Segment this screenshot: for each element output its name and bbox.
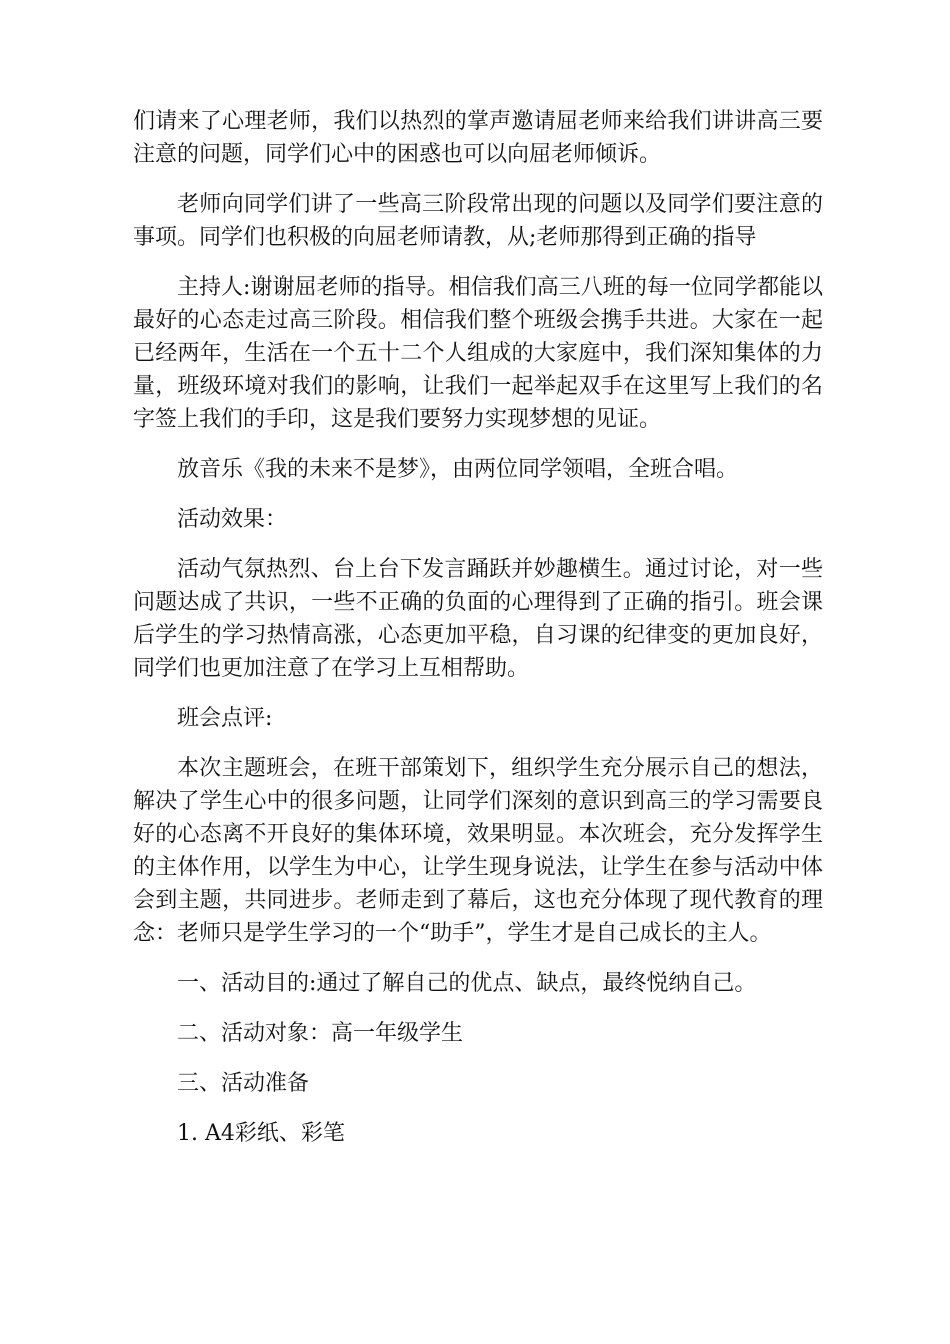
- paragraph-music: 放音乐《我的未来不是梦》，由两位同学领唱，全班合唱。: [177, 457, 739, 482]
- paragraph-activity-effect: 活动气氛热烈、台上台下发言踊跃并妙趣横生。通过讨论，对一些问题达成了共识，一些不正确的负面的心理得到了正确的指引。班会课后学生的学习热情高涨，心态更加平稳，自习课的纪律变的更加良好，同学们也更加注意了在学习上互相帮助。: [133, 557, 823, 681]
- item-activity-goal: 一、活动目的:通过了解自己的优点、缺点，最终悦纳自己。: [177, 971, 757, 996]
- heading-class-review: 班会点评:: [177, 706, 273, 731]
- item-activity-preparation: 三、活动准备: [177, 1071, 310, 1096]
- paragraph-continuation: 们请来了心理老师，我们以热烈的掌声邀请屈老师来给我们讲讲高三要注意的问题，同学们心中的困惑也可以向屈老师倾诉。: [133, 109, 823, 167]
- item-materials: 1. A4彩纸、彩笔: [177, 1121, 345, 1146]
- paragraph-class-review: 本次主题班会，在班干部策划下，组织学生充分展示自己的想法，解决了学生心中的很多问题，让同学们深刻的意识到高三的学习需要良好的心态离不开良好的集体环境，效果明显。本次班会，充分发挥学生的主体作用，以学生为中心，让学生现身说法，让学生在参与活动中体会到主题，共同进步。老师走到了幕后，这也充分体现了现代教育的理念：老师只是学生学习的一个“助手”，学生才是自己成长的主人。: [133, 756, 823, 946]
- document-body: [133, 105, 823, 1167]
- item-activity-target: 二、活动对象：高一年级学生: [177, 1021, 464, 1046]
- heading-activity-effect: 活动效果：: [177, 507, 288, 532]
- paragraph-teacher-talk: 老师向同学们讲了一些高三阶段常出现的问题以及同学们要注意的事项。同学们也积极的向屈老师请教，从;老师那得到正确的指导: [133, 192, 823, 250]
- paragraph-host-speech: 主持人:谢谢屈老师的指导。相信我们高三八班的每一位同学都能以最好的心态走过高三阶段。相信我们整个班级会携手共进。大家在一起已经两年，生活在一个五十二个人组成的大家庭中，我们深知集体的力量，班级环境对我们的影响，让我们一起举起双手在这里写上我们的名字签上我们的手印，这是我们要努力实现梦想的见证。: [133, 275, 823, 432]
